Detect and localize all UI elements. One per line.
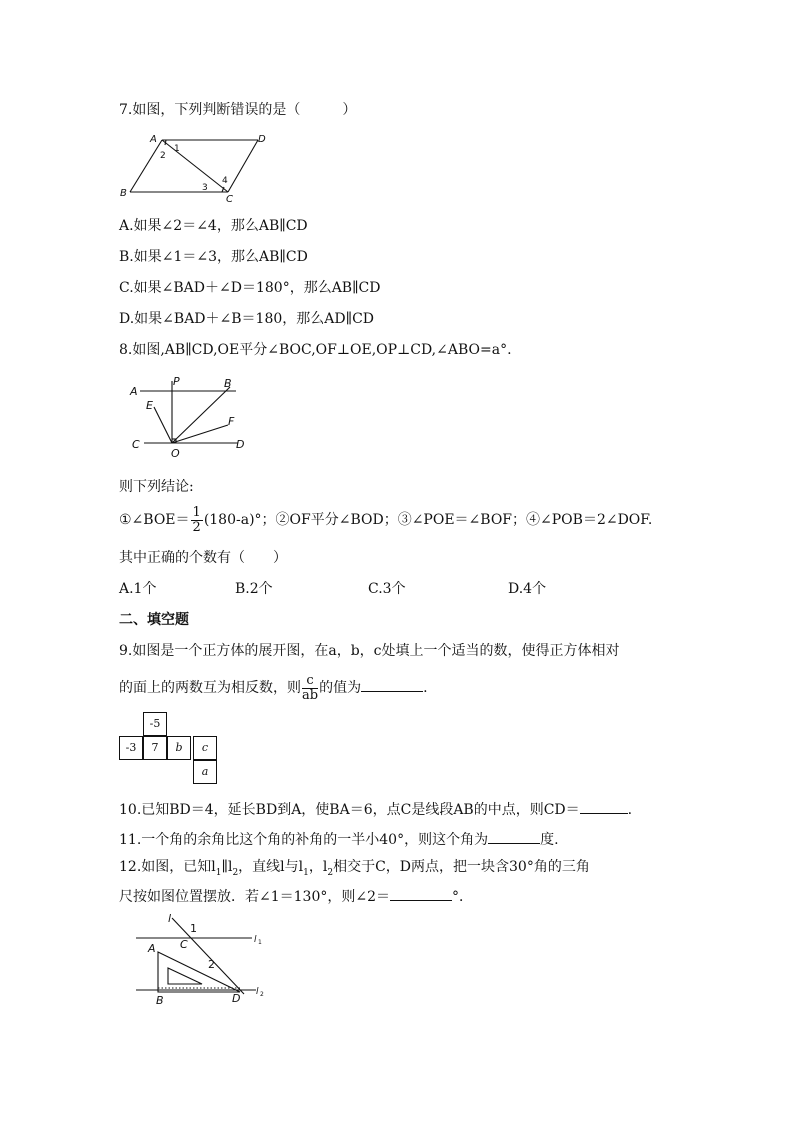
q12-line1-b: ∥l	[221, 859, 233, 875]
cube-net-cell-7: 7	[143, 736, 167, 760]
q9-line2-end: .	[423, 680, 428, 696]
q7-label-a: A	[150, 134, 157, 145]
q7-angle-1: 1	[174, 144, 180, 154]
q12-answer-blank[interactable]	[390, 886, 452, 901]
q10	[119, 799, 632, 820]
q12-line2-suffix: °．	[452, 889, 473, 905]
q11-suffix: 度.	[540, 832, 559, 848]
q12-sub-3: 1	[303, 867, 309, 878]
q11-answer-blank[interactable]	[488, 829, 540, 844]
q9-fraction	[302, 674, 318, 703]
q12-sub-1: 1	[215, 867, 222, 878]
q12-triangle-ruler-figure	[132, 912, 272, 1008]
q12-label-d: D	[232, 992, 241, 1005]
q7-option-b: B.如果∠1＝∠3，那么AB∥CD	[119, 249, 308, 265]
q12-label-l2: l	[256, 987, 259, 997]
q10-answer-blank[interactable]	[580, 799, 628, 814]
q8-stem: 8.如图,AB∥CD,OE平分∠BOC,OF⊥OE,OP⊥CD,∠ABO=a°.	[119, 342, 512, 358]
q8-option-c: C.3个	[368, 581, 406, 597]
cube-net-cell-a: a	[193, 760, 217, 784]
q7-angle-2: 2	[160, 151, 166, 161]
q12-angle-1: 1	[190, 922, 197, 935]
q12-line1-e: 相交于C，D两点，把一块含30°角的三角	[333, 859, 590, 875]
q8-option-a: A.1个	[119, 581, 157, 597]
q9-line2-suffix: 的值为	[319, 680, 362, 696]
q12-label-l1: l	[254, 935, 257, 945]
cube-net-cell-c: c	[193, 736, 217, 760]
q12-line2-text: 尺按如图位置摆放．若∠1＝130°，则∠2＝	[119, 889, 390, 905]
q8-label-e: E	[146, 399, 153, 412]
q8-label-o: O	[171, 447, 180, 460]
q7-option-c: C.如果∠BAD＋∠D＝180°，那么AB∥CD	[119, 280, 381, 296]
q12-line1-d: ，l	[308, 859, 328, 875]
q7-option-d: D.如果∠BAD＋∠B＝180，那么AD∥CD	[119, 311, 375, 327]
q8-label-f: F	[228, 415, 235, 428]
q8-option-d: D.4个	[508, 581, 547, 597]
cube-net-cell-top: -5	[143, 712, 167, 736]
q12-sub-4: 2	[327, 867, 334, 878]
q12-label-a: A	[148, 942, 156, 955]
q8-label-b: B	[224, 377, 232, 390]
cube-net-cell-b: b	[167, 736, 191, 760]
section-title-fill-blank: 二、填空题	[119, 612, 189, 628]
q8-prompt: 则下列结论:	[119, 479, 194, 495]
q9-line2	[119, 668, 428, 708]
q7-stem: 7.如图，下列判断错误的是（ ）	[119, 102, 357, 118]
q8-frac-num: 1	[192, 504, 201, 520]
q10-suffix: .	[627, 802, 633, 818]
q8-label-d: D	[236, 438, 245, 451]
q8-label-p: P	[173, 375, 180, 388]
q12-line1-a: 12.如图，已知l	[119, 859, 216, 875]
q7-option-a: A.如果∠2＝∠4，那么AB∥CD	[119, 218, 308, 234]
q8-label-a: A	[130, 385, 138, 398]
q8-question: 其中正确的个数有（ ）	[119, 550, 287, 566]
q9-line1: 9.如图是一个正方体的展开图，在a，b，c处填上一个适当的数，使得正方体相对	[119, 643, 620, 659]
q12-label-c: C	[180, 938, 188, 951]
q9-line2-prefix: 的面上的两数互为相反数，则	[119, 680, 301, 696]
q9-answer-blank[interactable]	[361, 677, 423, 692]
q10-text: 10.已知BD＝4，延长BD到A，使BA＝6，点C是线段AB的中点，则CD＝	[119, 802, 580, 818]
q8-fraction	[191, 506, 203, 535]
q8-option-b: B.2个	[235, 581, 273, 597]
q8-conclusion-rest: (180-a)°；②OF平分∠BOD；③∠POE＝∠BOF；④∠POB＝2∠DOF.	[203, 512, 653, 528]
q8-frac-den: 2	[192, 519, 201, 535]
q11-text: 11.一个角的余角比这个角的补角的一半小40°，则这个角为	[119, 832, 489, 848]
q11	[119, 829, 559, 850]
q12-label-l: l	[168, 912, 172, 925]
q12-line1-c: ，直线l与l	[238, 859, 304, 875]
q12-line1	[119, 857, 590, 883]
q12-label-l1-sub: 1	[258, 939, 262, 946]
q12-line2	[119, 886, 473, 907]
cube-net-cell-left: -3	[119, 736, 143, 760]
q8-parallel-lines-figure	[126, 373, 254, 463]
q7-parallelogram-figure	[118, 130, 278, 202]
q7-angle-3: 3	[202, 183, 208, 193]
q8-label-c: C	[132, 438, 140, 451]
q12-label-b: B	[156, 994, 164, 1007]
q7-angle-4: 4	[222, 176, 228, 186]
q8-conclusions	[119, 500, 652, 540]
q12-label-l2-sub: 2	[260, 991, 264, 998]
q8-conclusion-prefix: ①∠BOE＝	[119, 512, 190, 528]
q12-angle-2: 2	[208, 958, 215, 971]
q9-frac-num: c	[302, 674, 318, 689]
q9-frac-den: ab	[302, 687, 319, 703]
q7-label-b: B	[120, 188, 127, 199]
q12-sub-2: 2	[232, 867, 239, 878]
q7-label-d: D	[258, 134, 266, 145]
q7-label-c: C	[226, 194, 233, 202]
